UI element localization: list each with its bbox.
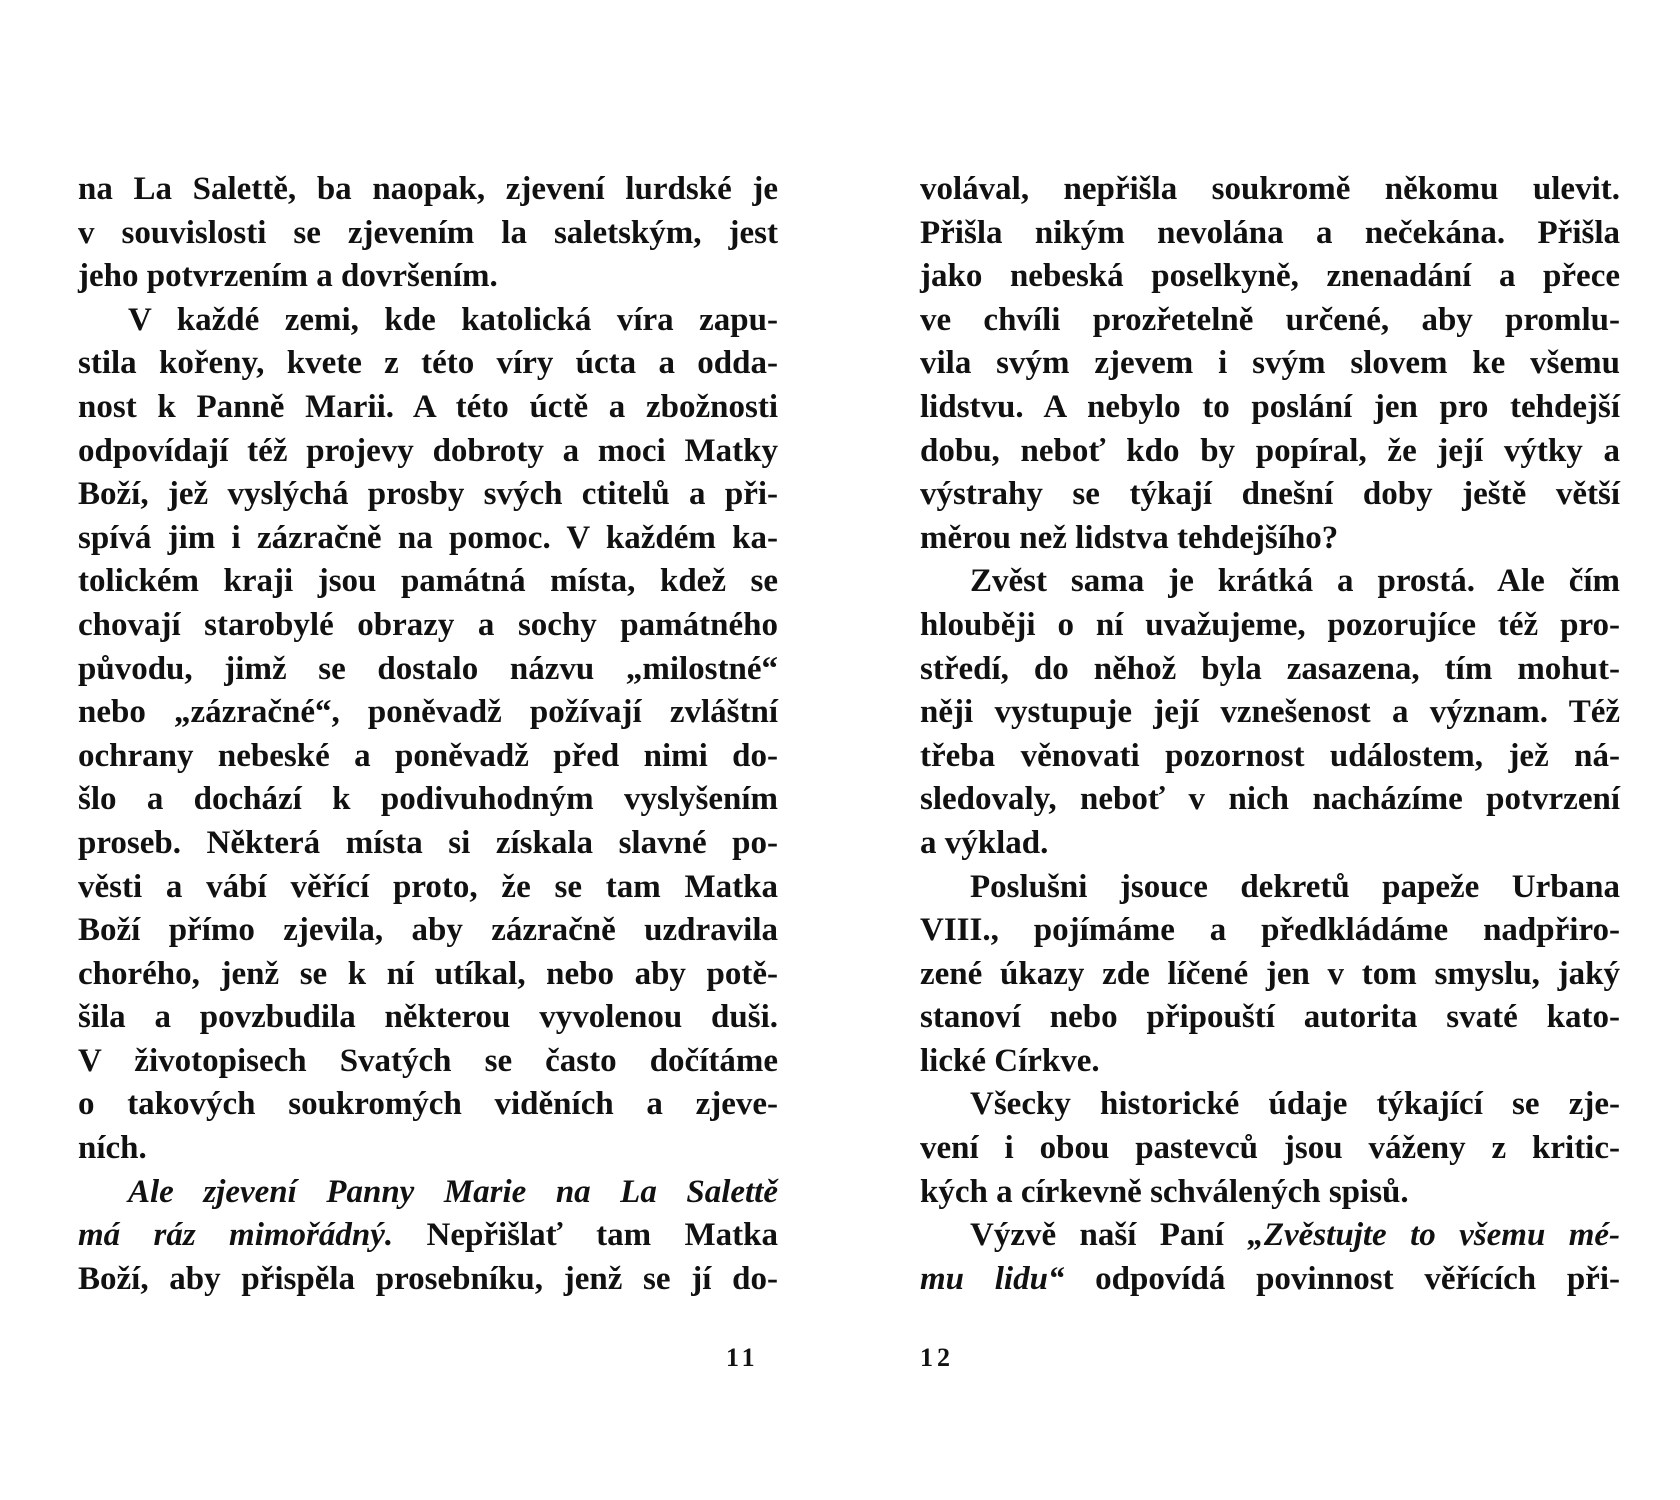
text-line: původu, jimž se dostalo názvu „milostné“ — [78, 650, 778, 687]
page-number-right: 12 — [920, 1343, 954, 1372]
text-fragment: odpovídá povinnost věřících při- — [1064, 1260, 1620, 1297]
text-line: šila a povzbudila některou vyvolenou duši. — [78, 999, 778, 1036]
text-line: Boží, aby přispěla prosebníku, jenž se jí do- — [78, 1260, 778, 1297]
text-line: tolickém kraji jsou památná místa, kdež se — [78, 563, 778, 600]
text-line: ních. — [78, 1130, 147, 1167]
text-line: o takových soukromých viděních a zjeve- — [78, 1086, 778, 1123]
page-number-left: 11 — [726, 1343, 759, 1372]
text-line: hlouběji o ní uvažujeme, pozorujíce též pro- — [920, 606, 1620, 643]
text-line: lidstvu. A nebylo to poslání jen pro tehdejší — [920, 388, 1620, 425]
text-line: V každé zemi, kde katolická víra zapu- — [128, 301, 778, 338]
text-line: V životopisech Svatých se často dočítáme — [78, 1042, 778, 1079]
text-line: Boží přímo zjevila, aby zázračně uzdravila — [78, 912, 778, 949]
mixed-text-line — [920, 1214, 1620, 1258]
text-line: vila svým zjevem i svým slovem ke všemu — [920, 345, 1620, 382]
italic-phrase: má ráz mimořádný. — [78, 1217, 394, 1254]
text-line: něji vystupuje její vznešenost a význam. Též — [920, 694, 1620, 731]
left-page — [78, 168, 778, 1301]
text-line: zené úkazy zde líčené jen v tom smyslu, jaký — [920, 955, 1620, 992]
italic-phrase: „Zvěstujte to všemu mé- — [1247, 1217, 1621, 1254]
text-line: věsti a vábí věřící proto, že se tam Matka — [78, 868, 778, 905]
text-line: jako nebeská poselkyně, znenadání a přece — [920, 258, 1620, 295]
text-line: Přišla nikým nevolána a nečekána. Přišla — [920, 214, 1620, 251]
text-line: ve chvíli prozřetelně určené, aby promlu- — [920, 301, 1620, 338]
text-line: odpovídají též projevy dobroty a moci Matky — [78, 432, 778, 469]
text-line: výstrahy se týkají dnešní doby ještě větší — [920, 476, 1620, 513]
text-line: stanoví nebo připouští autorita svaté kato- — [920, 999, 1620, 1036]
text-line: třeba věnovati pozornost událostem, jež ná- — [920, 737, 1620, 774]
text-line: chovají starobylé obrazy a sochy památného — [78, 606, 778, 643]
text-line: měrou než lidstva tehdejšího? — [920, 519, 1339, 556]
text-line: lické Církve. — [920, 1042, 1100, 1079]
text-line: Boží, jež vyslýchá prosby svých ctitelů a při- — [78, 476, 778, 513]
text-line: chorého, jenž se k ní utíkal, nebo aby potě- — [78, 955, 778, 992]
text-line: dobu, neboť kdo by popíral, že její výtky a — [920, 432, 1620, 469]
text-line: šlo a dochází k podivuhodným vyslyšením — [78, 781, 778, 818]
mixed-text-line — [920, 1258, 1620, 1302]
right-page — [920, 168, 1620, 1301]
text-line: středí, do něhož byla zasazena, tím mohut- — [920, 650, 1620, 687]
text-line: vení i obou pastevců jsou váženy z kritic- — [920, 1130, 1620, 1167]
italic-text-line: Ale zjevení Panny Marie na La Salettě — [128, 1173, 778, 1210]
text-line: nebo „zázračné“, poněvadž požívají zvláštní — [78, 694, 778, 731]
text-line: na La Salettě, ba naopak, zjevení lurdské je — [78, 171, 778, 207]
text-line: kých a církevně schválených spisů. — [920, 1173, 1409, 1210]
text-line: Poslušni jsouce dekretů papeže Urbana — [970, 868, 1620, 905]
text-line: jeho potvrzením a dovršením. — [78, 258, 498, 295]
text-line: Všecky historické údaje týkající se zje- — [970, 1086, 1620, 1123]
text-line: a výklad. — [920, 824, 1049, 861]
text-line: proseb. Některá místa si získala slavné po- — [78, 824, 778, 861]
text-line: ochrany nebeské a poněvadž před nimi do- — [78, 737, 778, 774]
text-fragment: Výzvě naší Paní — [970, 1217, 1248, 1254]
text-fragment: Nepřišlať tam Matka — [393, 1217, 778, 1254]
italic-phrase: mu lidu“ — [920, 1260, 1065, 1297]
mixed-text-line — [78, 1214, 778, 1258]
text-line: nost k Panně Marii. A této úctě a zbožnosti — [78, 388, 778, 425]
text-line: sledovaly, neboť v nich nacházíme potvrzení — [920, 781, 1620, 818]
text-line: Zvěst sama je krátká a prostá. Ale čím — [970, 563, 1620, 600]
text-line: VIII., pojímáme a předkládáme nadpřiro- — [920, 912, 1620, 949]
text-line: v souvislosti se zjevením la saletským, jest — [78, 214, 778, 251]
text-line: spívá jim i zázračně na pomoc. V každém ka- — [78, 519, 778, 556]
text-line: volával, nepřišla soukromě někomu ulevit. — [920, 171, 1620, 207]
text-line: stila kořeny, kvete z této víry úcta a odda- — [78, 345, 778, 382]
